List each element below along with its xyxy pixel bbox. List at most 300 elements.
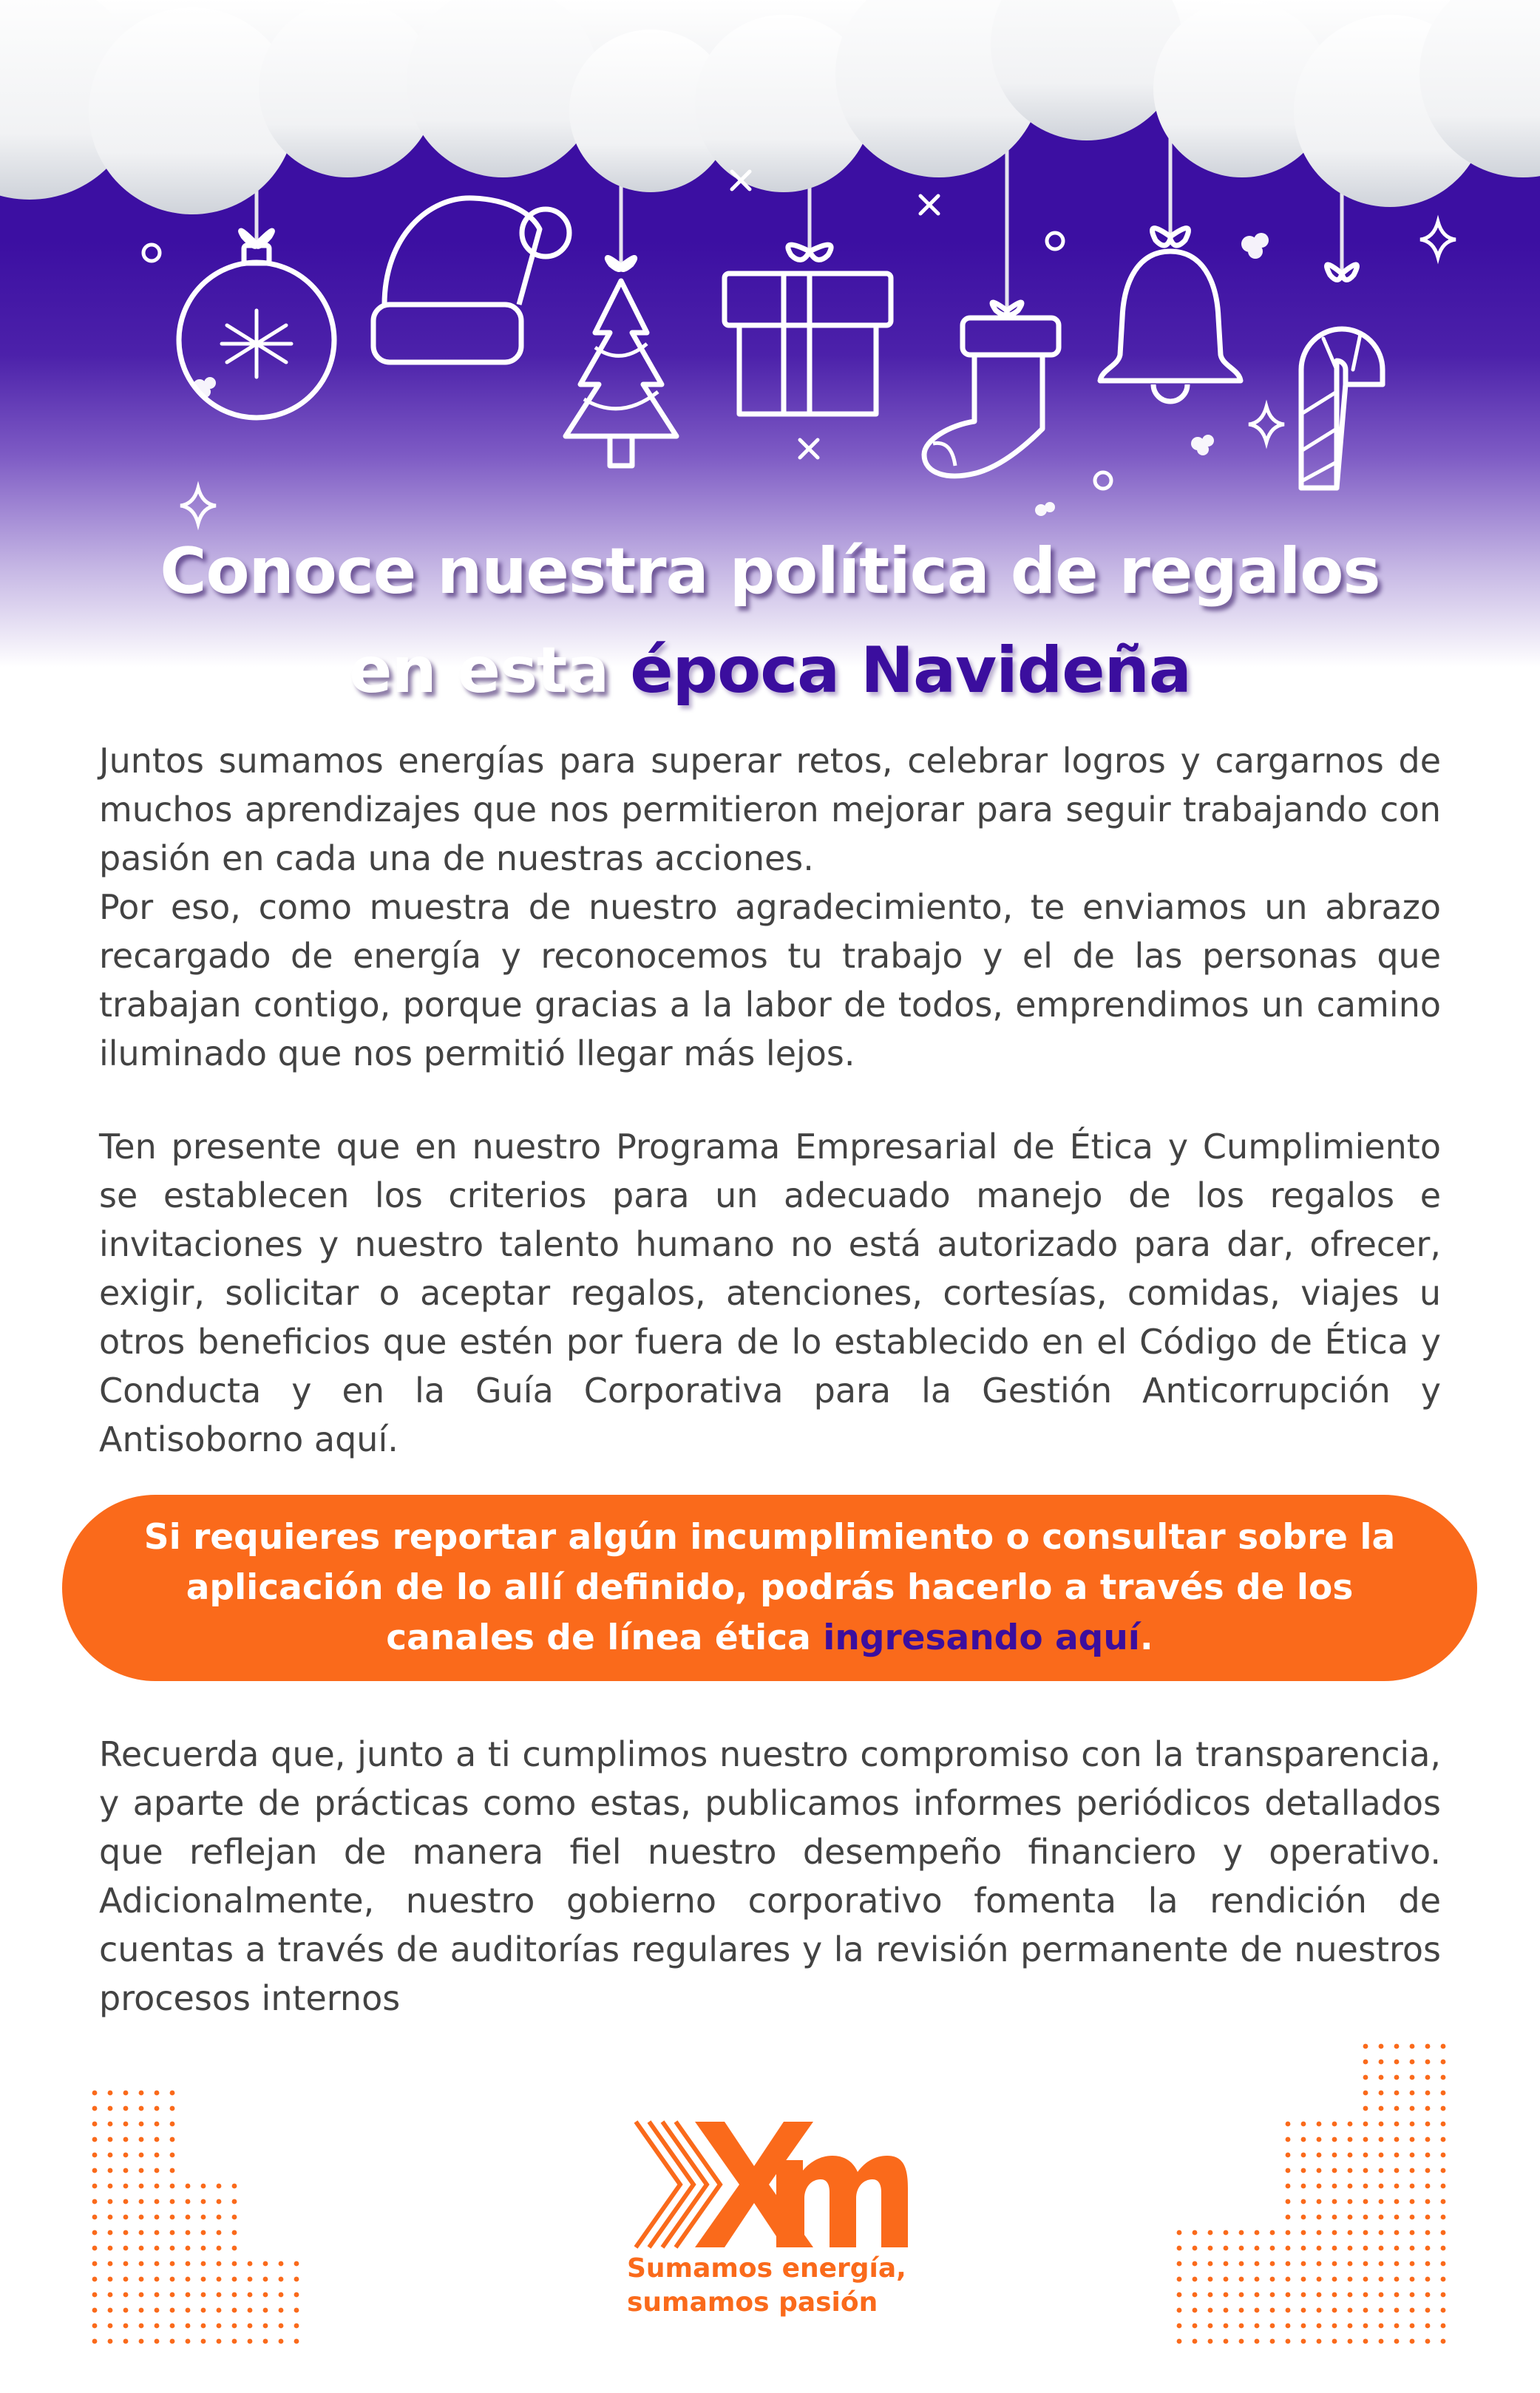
pattern-dot bbox=[1301, 2230, 1306, 2236]
pattern-dot bbox=[1301, 2122, 1306, 2127]
pattern-dot bbox=[1255, 2324, 1260, 2329]
pattern-dot bbox=[108, 2199, 113, 2204]
pattern-dot bbox=[248, 2292, 253, 2298]
pattern-dot bbox=[1317, 2261, 1322, 2267]
policy-section bbox=[99, 1122, 1441, 1464]
pattern-dot bbox=[201, 2246, 206, 2251]
pattern-dot bbox=[217, 2246, 222, 2251]
pattern-dot bbox=[1270, 2308, 1275, 2313]
pattern-dot bbox=[108, 2308, 113, 2313]
pattern-dot bbox=[1193, 2292, 1198, 2298]
pattern-dot bbox=[1410, 2168, 1415, 2173]
intro-section bbox=[99, 736, 1441, 1078]
pattern-dot bbox=[1348, 2308, 1353, 2313]
pattern-dot bbox=[108, 2153, 113, 2158]
pattern-dot bbox=[1317, 2308, 1322, 2313]
pattern-dot bbox=[279, 2339, 284, 2344]
pattern-dot bbox=[1301, 2199, 1306, 2204]
pattern-dot bbox=[1379, 2122, 1384, 2127]
pattern-dot bbox=[1239, 2261, 1244, 2267]
pattern-dot bbox=[1379, 2308, 1384, 2313]
pattern-dot bbox=[279, 2308, 284, 2313]
pattern-dot bbox=[155, 2261, 160, 2267]
slogan bbox=[627, 2252, 997, 2320]
pattern-dot bbox=[232, 2308, 237, 2313]
pattern-dot bbox=[186, 2308, 191, 2313]
pattern-dot bbox=[1332, 2199, 1337, 2204]
pattern-dot bbox=[1394, 2044, 1400, 2049]
pattern-dot bbox=[1348, 2184, 1353, 2189]
pattern-dot bbox=[279, 2292, 284, 2298]
pattern-dot bbox=[1441, 2060, 1446, 2065]
pattern-dot bbox=[92, 2292, 98, 2298]
pattern-dot bbox=[108, 2168, 113, 2173]
pattern-dot bbox=[139, 2122, 144, 2127]
pattern-dot bbox=[1301, 2184, 1306, 2189]
pattern-dot bbox=[1425, 2230, 1431, 2236]
pattern-dot bbox=[139, 2106, 144, 2111]
pattern-dot bbox=[123, 2184, 129, 2189]
pattern-dot bbox=[1177, 2339, 1182, 2344]
pattern-dot bbox=[1425, 2075, 1431, 2080]
pattern-dot bbox=[1301, 2153, 1306, 2158]
pattern-dot bbox=[92, 2106, 98, 2111]
pattern-dot bbox=[1363, 2091, 1368, 2096]
pattern-dot bbox=[1239, 2230, 1244, 2236]
pattern-dot bbox=[92, 2153, 98, 2158]
pattern-dot bbox=[263, 2339, 268, 2344]
pattern-dot bbox=[139, 2168, 144, 2173]
pattern-dot bbox=[1441, 2308, 1446, 2313]
pattern-dot bbox=[1425, 2184, 1431, 2189]
pattern-dot bbox=[1317, 2153, 1322, 2158]
pattern-dot bbox=[1332, 2184, 1337, 2189]
pattern-dot bbox=[92, 2324, 98, 2329]
slogan-line-1: Sumamos energía, bbox=[627, 2253, 906, 2284]
pattern-dot bbox=[170, 2137, 175, 2142]
pattern-dot bbox=[1239, 2308, 1244, 2313]
pattern-dot bbox=[92, 2199, 98, 2204]
pattern-dot bbox=[123, 2339, 129, 2344]
pattern-dot bbox=[1363, 2153, 1368, 2158]
pattern-dot bbox=[123, 2324, 129, 2329]
pattern-dot bbox=[1394, 2246, 1400, 2251]
pattern-dot bbox=[217, 2324, 222, 2329]
pattern-dot bbox=[294, 2339, 299, 2344]
intro-paragraph-2: Por eso, como muestra de nuestro agradecimiento, te enviamos un abrazo recargado de energía y reconocemos tu trabajo y el de las personas que trabajan contigo, porque gracias a la labor de todos, emprendimos un camino iluminado que nos permitió llegar más lejos. bbox=[99, 887, 1441, 1073]
cta-text bbox=[62, 1513, 1477, 1663]
pattern-dot bbox=[1425, 2168, 1431, 2173]
pattern-dot bbox=[123, 2246, 129, 2251]
pattern-dot bbox=[1177, 2246, 1182, 2251]
pattern-dot bbox=[108, 2292, 113, 2298]
pattern-dot bbox=[108, 2215, 113, 2220]
pattern-dot bbox=[217, 2339, 222, 2344]
pattern-dot bbox=[1177, 2261, 1182, 2267]
pattern-dot bbox=[1286, 2292, 1291, 2298]
pattern-dot bbox=[232, 2215, 237, 2220]
pattern-dot bbox=[92, 2277, 98, 2282]
pattern-dot bbox=[1425, 2199, 1431, 2204]
pattern-dot bbox=[1317, 2122, 1322, 2127]
pattern-dot bbox=[1270, 2339, 1275, 2344]
pattern-dot bbox=[1425, 2091, 1431, 2096]
pattern-dot bbox=[170, 2292, 175, 2298]
pattern-dot bbox=[1394, 2199, 1400, 2204]
pattern-dot bbox=[1379, 2277, 1384, 2282]
pattern-dot bbox=[1379, 2215, 1384, 2220]
pattern-dot bbox=[1332, 2122, 1337, 2127]
pattern-dot bbox=[1239, 2292, 1244, 2298]
closing-paragraph: Recuerda que, junto a ti cumplimos nuestro compromiso con la transparencia, y aparte de prácticas como estas, publicamos informes periódicos detallados que reflejan de manera fiel nuestro desempeño financiero y operativo. Adicionalmente, nuestro gobierno corporativo fomenta la rendición de cuentas a través de auditorías regulares y la revisión permanente de nuestros procesos internos bbox=[99, 1734, 1441, 2018]
pattern-dot bbox=[217, 2184, 222, 2189]
pattern-dot bbox=[1363, 2044, 1368, 2049]
pattern-dot bbox=[1348, 2261, 1353, 2267]
pattern-dot bbox=[1363, 2199, 1368, 2204]
pattern-dot bbox=[1410, 2184, 1415, 2189]
pattern-dot bbox=[1394, 2168, 1400, 2173]
pattern-dot bbox=[1363, 2106, 1368, 2111]
pattern-dot bbox=[1379, 2261, 1384, 2267]
pattern-dot bbox=[186, 2230, 191, 2236]
pattern-dot bbox=[1177, 2277, 1182, 2282]
pattern-dot bbox=[1410, 2292, 1415, 2298]
santa-hat-icon bbox=[373, 198, 569, 362]
pattern-dot bbox=[139, 2153, 144, 2158]
pattern-dot bbox=[263, 2261, 268, 2267]
pattern-dot bbox=[155, 2308, 160, 2313]
pattern-dot bbox=[1441, 2091, 1446, 2096]
pattern-dot bbox=[1270, 2324, 1275, 2329]
pattern-dot bbox=[139, 2292, 144, 2298]
pattern-dot bbox=[279, 2261, 284, 2267]
pattern-dot bbox=[1379, 2246, 1384, 2251]
pattern-dot bbox=[92, 2091, 98, 2096]
pattern-dot bbox=[1425, 2246, 1431, 2251]
pattern-dot bbox=[1441, 2199, 1446, 2204]
pattern-dot bbox=[155, 2091, 160, 2096]
pattern-dot bbox=[1208, 2277, 1213, 2282]
pattern-dot bbox=[1255, 2261, 1260, 2267]
pattern-dot bbox=[1410, 2277, 1415, 2282]
pattern-dot bbox=[1348, 2230, 1353, 2236]
pattern-dot bbox=[139, 2246, 144, 2251]
pattern-dot bbox=[1441, 2215, 1446, 2220]
pattern-dot bbox=[1394, 2308, 1400, 2313]
pattern-dot bbox=[1441, 2292, 1446, 2298]
pattern-dot bbox=[1363, 2168, 1368, 2173]
pattern-dot bbox=[1301, 2215, 1306, 2220]
pattern-dot bbox=[1363, 2246, 1368, 2251]
pattern-dot bbox=[263, 2292, 268, 2298]
pattern-dot bbox=[1363, 2308, 1368, 2313]
pattern-dot bbox=[1301, 2277, 1306, 2282]
closing-section bbox=[99, 1730, 1441, 2023]
pattern-dot bbox=[1379, 2044, 1384, 2049]
pattern-dot bbox=[1425, 2060, 1431, 2065]
pattern-dot bbox=[139, 2277, 144, 2282]
pattern-dot bbox=[232, 2199, 237, 2204]
pattern-dot bbox=[1425, 2277, 1431, 2282]
pattern-dot bbox=[155, 2199, 160, 2204]
pattern-dot bbox=[1239, 2339, 1244, 2344]
pattern-dot bbox=[1363, 2215, 1368, 2220]
pattern-dot bbox=[1425, 2261, 1431, 2267]
pattern-dot bbox=[123, 2168, 129, 2173]
dot-pattern-right bbox=[1142, 2040, 1453, 2351]
pattern-dot bbox=[170, 2122, 175, 2127]
pattern-dot bbox=[1348, 2339, 1353, 2344]
pattern-dot bbox=[1286, 2277, 1291, 2282]
pattern-dot bbox=[1379, 2184, 1384, 2189]
pattern-dot bbox=[1410, 2339, 1415, 2344]
pattern-dot bbox=[170, 2308, 175, 2313]
title-line-2-highlight: época Navideña bbox=[630, 634, 1191, 707]
pattern-dot bbox=[1394, 2091, 1400, 2096]
pattern-dot bbox=[1441, 2153, 1446, 2158]
pattern-dot bbox=[1286, 2122, 1291, 2127]
pattern-dot bbox=[108, 2230, 113, 2236]
pattern-dot bbox=[201, 2308, 206, 2313]
pattern-dot bbox=[1193, 2261, 1198, 2267]
pattern-dot bbox=[1379, 2230, 1384, 2236]
pattern-dot bbox=[108, 2091, 113, 2096]
pattern-dot bbox=[170, 2153, 175, 2158]
pattern-dot bbox=[155, 2277, 160, 2282]
pattern-dot bbox=[217, 2308, 222, 2313]
pattern-dot bbox=[1317, 2339, 1322, 2344]
pattern-dot bbox=[1301, 2246, 1306, 2251]
pattern-dot bbox=[186, 2324, 191, 2329]
pattern-dot bbox=[170, 2168, 175, 2173]
pattern-dot bbox=[1394, 2261, 1400, 2267]
pattern-dot bbox=[92, 2339, 98, 2344]
pattern-dot bbox=[1286, 2168, 1291, 2173]
pattern-dot bbox=[1239, 2324, 1244, 2329]
pattern-dot bbox=[1363, 2137, 1368, 2142]
pattern-dot bbox=[1410, 2137, 1415, 2142]
pattern-dot bbox=[139, 2199, 144, 2204]
pattern-dot bbox=[1441, 2137, 1446, 2142]
pattern-dot bbox=[155, 2184, 160, 2189]
pattern-dot bbox=[1286, 2261, 1291, 2267]
pattern-dot bbox=[1348, 2277, 1353, 2282]
pattern-dot bbox=[170, 2091, 175, 2096]
pattern-dot bbox=[1410, 2091, 1415, 2096]
pattern-dot bbox=[170, 2339, 175, 2344]
pattern-dot bbox=[170, 2230, 175, 2236]
pattern-dot bbox=[1208, 2230, 1213, 2236]
pattern-dot bbox=[1348, 2168, 1353, 2173]
pattern-dot bbox=[1441, 2246, 1446, 2251]
pattern-dot bbox=[1193, 2308, 1198, 2313]
pattern-dot bbox=[1239, 2246, 1244, 2251]
pattern-dot bbox=[1301, 2339, 1306, 2344]
pattern-dot bbox=[201, 2292, 206, 2298]
pattern-dot bbox=[1441, 2106, 1446, 2111]
pattern-dot bbox=[1317, 2246, 1322, 2251]
pattern-dot bbox=[1286, 2230, 1291, 2236]
pattern-dot bbox=[1394, 2122, 1400, 2127]
pattern-dot bbox=[1348, 2199, 1353, 2204]
pattern-dot bbox=[217, 2230, 222, 2236]
pattern-dot bbox=[232, 2339, 237, 2344]
pattern-dot bbox=[1441, 2230, 1446, 2236]
sparkle-icon bbox=[143, 172, 1456, 523]
pattern-dot bbox=[1208, 2246, 1213, 2251]
pattern-dot bbox=[155, 2122, 160, 2127]
pattern-dot bbox=[1270, 2277, 1275, 2282]
pattern-dot bbox=[1177, 2324, 1182, 2329]
cta-suffix: . bbox=[1139, 1618, 1153, 1658]
ingresando-aqui-link[interactable]: ingresando aquí bbox=[823, 1618, 1140, 1658]
pattern-dot bbox=[155, 2339, 160, 2344]
pattern-dot bbox=[1193, 2230, 1198, 2236]
pattern-dot bbox=[1239, 2277, 1244, 2282]
pattern-dot bbox=[155, 2153, 160, 2158]
pattern-dot bbox=[1286, 2199, 1291, 2204]
pattern-dot bbox=[170, 2199, 175, 2204]
pattern-dot bbox=[1425, 2122, 1431, 2127]
pattern-dot bbox=[1193, 2324, 1198, 2329]
pattern-dot bbox=[248, 2324, 253, 2329]
pattern-dot bbox=[248, 2261, 253, 2267]
pattern-dot bbox=[123, 2215, 129, 2220]
pattern-dot bbox=[1379, 2339, 1384, 2344]
pattern-dot bbox=[1224, 2324, 1229, 2329]
pattern-dot bbox=[123, 2277, 129, 2282]
pattern-dot bbox=[294, 2292, 299, 2298]
pattern-dot bbox=[1441, 2168, 1446, 2173]
cta-message: Si requieres reportar algún incumplimiento o consultar sobre la aplicación de lo allí definido, podrás hacerlo a través de los canales de línea ética bbox=[143, 1517, 1396, 1658]
pattern-dot bbox=[1270, 2261, 1275, 2267]
pattern-dot bbox=[1425, 2044, 1431, 2049]
pattern-dot bbox=[1301, 2168, 1306, 2173]
pattern-dot bbox=[1410, 2153, 1415, 2158]
pattern-dot bbox=[186, 2292, 191, 2298]
pattern-dot bbox=[1394, 2075, 1400, 2080]
pattern-dot bbox=[170, 2277, 175, 2282]
pattern-dot bbox=[1286, 2308, 1291, 2313]
pattern-dot bbox=[155, 2292, 160, 2298]
pattern-dot bbox=[1193, 2246, 1198, 2251]
pattern-dot bbox=[123, 2153, 129, 2158]
pattern-dot bbox=[232, 2184, 237, 2189]
pattern-dot bbox=[1224, 2246, 1229, 2251]
pattern-dot bbox=[1410, 2261, 1415, 2267]
pattern-dot bbox=[1441, 2339, 1446, 2344]
pattern-dot bbox=[279, 2277, 284, 2282]
pattern-dot bbox=[1208, 2308, 1213, 2313]
pattern-dot bbox=[1332, 2153, 1337, 2158]
pattern-dot bbox=[186, 2277, 191, 2282]
pattern-dot bbox=[1363, 2277, 1368, 2282]
pattern-dot bbox=[123, 2308, 129, 2313]
pattern-dot bbox=[139, 2308, 144, 2313]
pattern-dot bbox=[232, 2261, 237, 2267]
pattern-dot bbox=[1394, 2324, 1400, 2329]
pattern-dot bbox=[139, 2215, 144, 2220]
pattern-dot bbox=[1425, 2292, 1431, 2298]
intro-paragraph-1: Juntos sumamos energías para superar retos, celebrar logros y cargarnos de muchos aprendizajes que nos permitieron mejorar para seguir trabajando con pasión en cada una de nuestras acciones. bbox=[99, 741, 1441, 878]
pattern-dot bbox=[294, 2277, 299, 2282]
pattern-dot bbox=[1394, 2230, 1400, 2236]
pattern-dot bbox=[232, 2324, 237, 2329]
pattern-dot bbox=[1410, 2215, 1415, 2220]
pattern-dot bbox=[1379, 2292, 1384, 2298]
pattern-dot bbox=[1286, 2184, 1291, 2189]
pattern-dot bbox=[1224, 2277, 1229, 2282]
pattern-dot bbox=[1301, 2324, 1306, 2329]
pattern-dot bbox=[139, 2137, 144, 2142]
pattern-dot bbox=[1425, 2308, 1431, 2313]
pattern-dot bbox=[92, 2308, 98, 2313]
candy-cane-icon bbox=[1301, 265, 1383, 488]
pattern-dot bbox=[1410, 2230, 1415, 2236]
pattern-dot bbox=[1301, 2308, 1306, 2313]
pattern-dot bbox=[1394, 2137, 1400, 2142]
pattern-dot bbox=[217, 2261, 222, 2267]
pattern-dot bbox=[1255, 2339, 1260, 2344]
pattern-dot bbox=[1270, 2246, 1275, 2251]
pattern-dot bbox=[155, 2215, 160, 2220]
pattern-dot bbox=[108, 2261, 113, 2267]
pattern-dot bbox=[1348, 2324, 1353, 2329]
pattern-dot bbox=[1317, 2215, 1322, 2220]
pattern-dot bbox=[217, 2199, 222, 2204]
pattern-dot bbox=[108, 2339, 113, 2344]
slogan-line-2: sumamos pasión bbox=[627, 2287, 878, 2318]
pattern-dot bbox=[201, 2324, 206, 2329]
pattern-dot bbox=[92, 2168, 98, 2173]
pattern-dot bbox=[186, 2184, 191, 2189]
pattern-dot bbox=[155, 2137, 160, 2142]
pattern-dot bbox=[263, 2308, 268, 2313]
pattern-dot bbox=[1317, 2199, 1322, 2204]
pattern-dot bbox=[279, 2324, 284, 2329]
pattern-dot bbox=[108, 2324, 113, 2329]
pattern-dot bbox=[170, 2246, 175, 2251]
pattern-dot bbox=[108, 2184, 113, 2189]
pattern-dot bbox=[186, 2261, 191, 2267]
pattern-dot bbox=[1332, 2308, 1337, 2313]
pattern-dot bbox=[1348, 2137, 1353, 2142]
pattern-dot bbox=[232, 2230, 237, 2236]
pattern-dot bbox=[1410, 2060, 1415, 2065]
pattern-dot bbox=[1363, 2230, 1368, 2236]
pattern-dot bbox=[1286, 2137, 1291, 2142]
pattern-dot bbox=[1441, 2261, 1446, 2267]
pattern-dot bbox=[232, 2277, 237, 2282]
pattern-dot bbox=[92, 2215, 98, 2220]
pattern-dot bbox=[1270, 2292, 1275, 2298]
pattern-dot bbox=[139, 2324, 144, 2329]
pattern-dot bbox=[123, 2106, 129, 2111]
pattern-dot bbox=[1286, 2324, 1291, 2329]
pattern-dot bbox=[1255, 2308, 1260, 2313]
pattern-dot bbox=[1317, 2230, 1322, 2236]
pattern-dot bbox=[1410, 2122, 1415, 2127]
pattern-dot bbox=[1317, 2324, 1322, 2329]
pattern-dot bbox=[217, 2292, 222, 2298]
pattern-dot bbox=[1410, 2324, 1415, 2329]
pattern-dot bbox=[1348, 2246, 1353, 2251]
pattern-dot bbox=[248, 2277, 253, 2282]
pattern-dot bbox=[1224, 2339, 1229, 2344]
pattern-dot bbox=[1332, 2324, 1337, 2329]
pattern-dot bbox=[201, 2184, 206, 2189]
pattern-dot bbox=[1379, 2199, 1384, 2204]
